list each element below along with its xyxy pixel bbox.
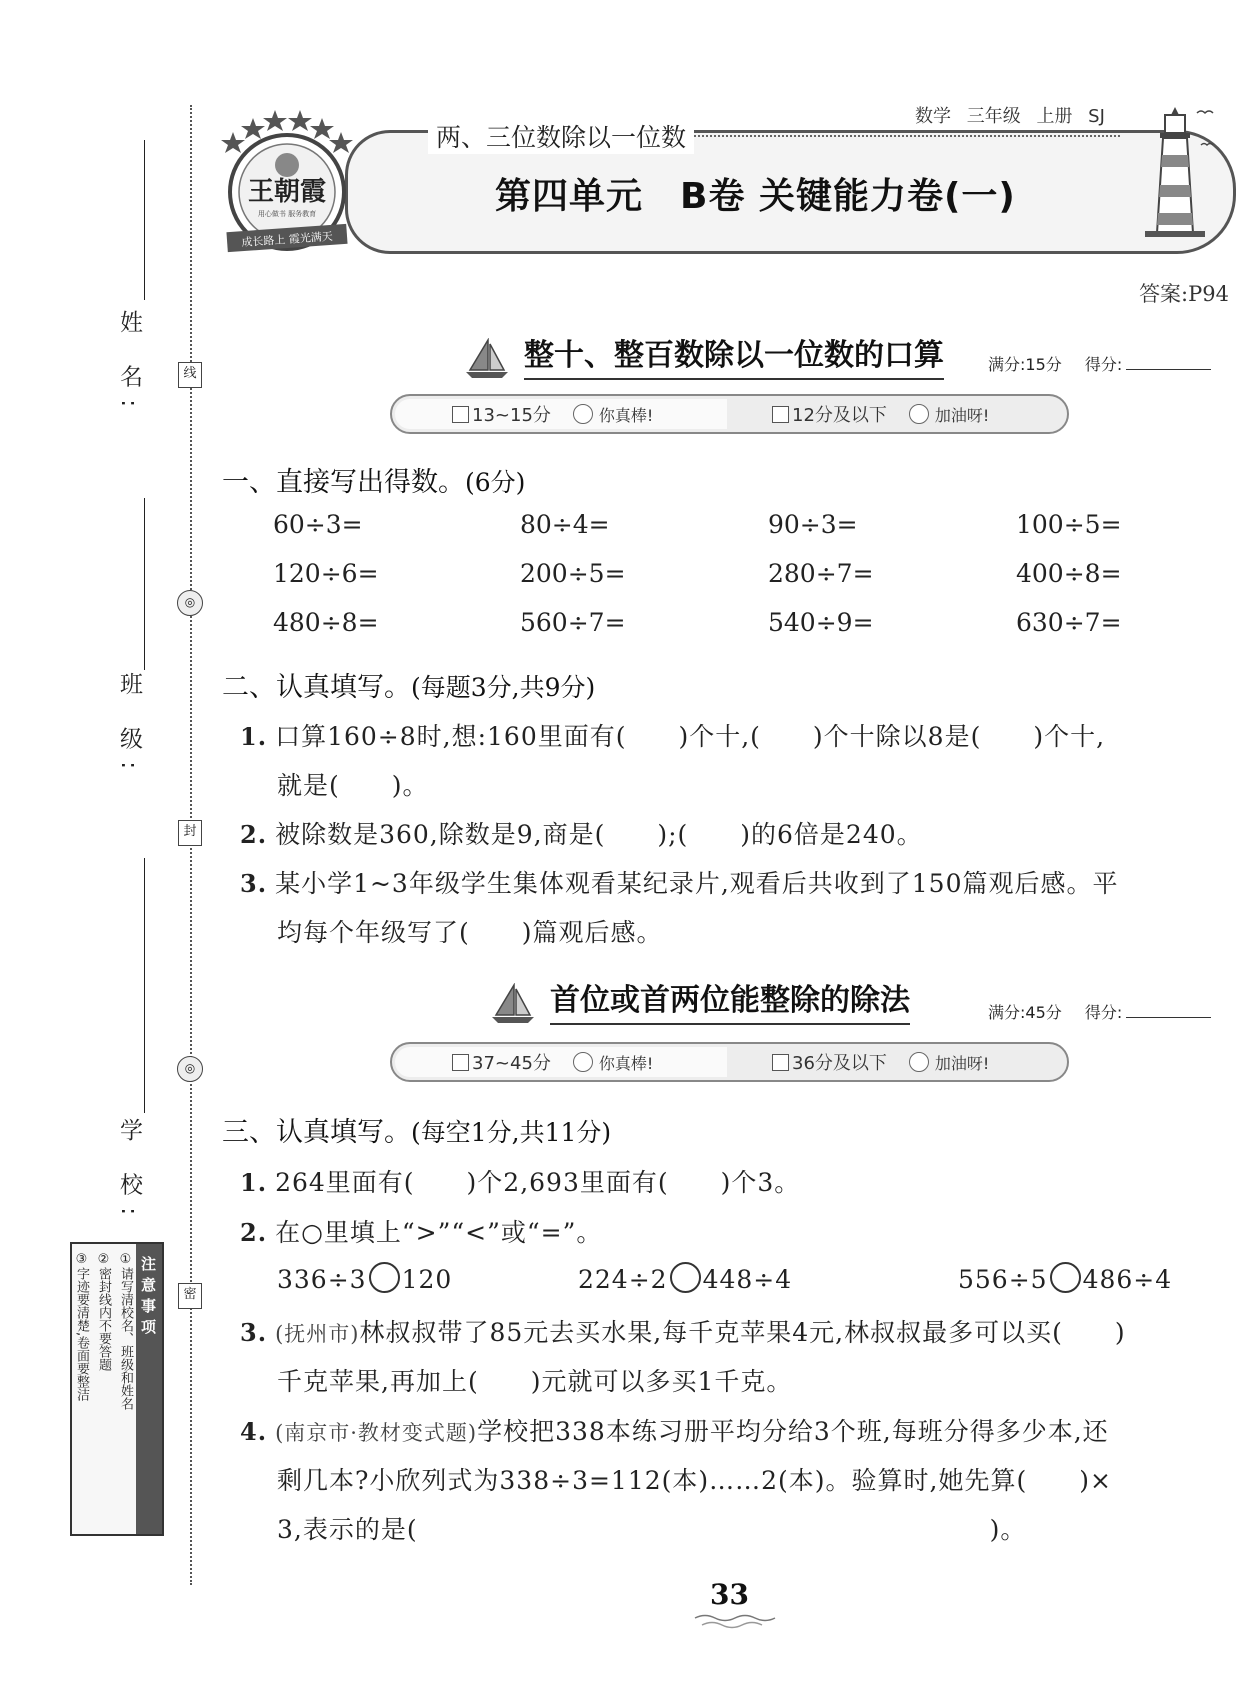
rating-checkbox[interactable] xyxy=(772,1054,789,1071)
compare-item: 224÷2 448÷4 xyxy=(578,1262,792,1294)
compare-circle[interactable] xyxy=(670,1262,701,1293)
q2-item3-cont: 均每个年级写了( )篇观后感。 xyxy=(277,918,663,947)
seal-logo-icon: ◎ xyxy=(177,1056,203,1082)
brand-logo xyxy=(215,110,360,260)
svg-text:王朝霞: 王朝霞 xyxy=(247,177,327,207)
section2-title: 首位或首两位能整除的除法 xyxy=(550,975,910,1025)
q1-heading: 一、直接写出得数。(6分) xyxy=(222,467,526,498)
notice-item: ③字迹要清楚,卷面要整洁 xyxy=(74,1252,89,1402)
q2-item2: 2. 被除数是360,除数是9,商是( );( )的6倍是240。 xyxy=(240,820,923,849)
school-field-line xyxy=(144,858,145,1113)
notice-title: 注意事项 xyxy=(136,1244,162,1534)
calc-item: 630÷7= xyxy=(1016,608,1122,637)
q3-heading: 三、认真填写。(每空1分,共11分) xyxy=(222,1117,612,1148)
seal-logo-icon: ◎ xyxy=(177,590,203,616)
svg-text:成长路上 霞光满天: 成长路上 霞光满天 xyxy=(241,229,334,250)
subject-tag: 两、三位数除以一位数 xyxy=(428,118,694,154)
q2-item1: 1. 口算160÷8时,想:160里面有( )个十,( )个十除以8是( )个十, xyxy=(240,722,1106,751)
rating-checkbox[interactable] xyxy=(452,1054,469,1071)
name-field-line xyxy=(144,140,145,300)
school-label: 学 校: xyxy=(116,1118,142,1228)
calc-item: 480÷8= xyxy=(273,608,379,637)
compare-item: 336÷3 120 xyxy=(277,1262,452,1294)
q3-item3: 3. (抚州市)林叔叔带了85元去买水果,每千克苹果4元,林叔叔最多可以买( ) xyxy=(240,1318,1126,1347)
section2-score xyxy=(988,1000,1211,1023)
name-label: 姓 名: xyxy=(116,310,142,420)
page-number: 33 xyxy=(710,1578,749,1611)
sailboat-icon xyxy=(488,983,538,1025)
section2-rating-bar xyxy=(390,1042,1069,1082)
calc-item: 560÷7= xyxy=(520,608,626,637)
seal-xian: 线 xyxy=(178,362,202,388)
compare-item: 556÷5 486÷4 xyxy=(958,1262,1172,1294)
score-label: 得分: xyxy=(1084,1003,1123,1022)
compare-circle[interactable] xyxy=(369,1262,400,1293)
wave-decoration-icon xyxy=(690,1612,790,1630)
calc-item: 80÷4= xyxy=(520,510,610,539)
calc-item: 200÷5= xyxy=(520,559,626,588)
smile-face-icon xyxy=(573,1052,593,1072)
section2-header xyxy=(488,975,910,1025)
score-blank[interactable] xyxy=(1126,369,1211,370)
calc-item: 90÷3= xyxy=(768,510,858,539)
sailboat-icon xyxy=(462,338,512,380)
calc-item: 100÷5= xyxy=(1016,510,1122,539)
rating-word: 你真棒! xyxy=(598,405,654,425)
rating-range: 36分及以下 xyxy=(792,1053,887,1074)
score-blank[interactable] xyxy=(1126,1017,1211,1018)
calc-item: 120÷6= xyxy=(273,559,379,588)
q3-item4-cont: 3,表示的是( )。 xyxy=(277,1515,1027,1544)
q3-item1: 1. 264里面有( )个2,693里面有( )个3。 xyxy=(240,1168,801,1197)
svg-text:用心做书 服务教育: 用心做书 服务教育 xyxy=(257,210,317,218)
cheer-face-icon xyxy=(909,1052,929,1072)
class-field-line xyxy=(144,498,145,670)
full-score: 满分:45分 xyxy=(988,1003,1062,1022)
grade-info: 数学 三年级 上册 SJ xyxy=(915,106,1105,127)
notice-box xyxy=(70,1242,164,1536)
class-label: 班 级: xyxy=(116,672,142,782)
section1-header xyxy=(462,330,944,380)
rating-word: 加油呀! xyxy=(934,405,990,425)
q3-item3-cont: 千克苹果,再加上( )元就可以多买1千克。 xyxy=(277,1367,793,1396)
page-title: 第四单元 B卷 关键能力卷(一) xyxy=(495,176,1016,217)
q3-item4-cont: 剩几本?小欣列式为338÷3=112(本)……2(本)。验算时,她先算( )× xyxy=(277,1466,1112,1495)
score-label: 得分: xyxy=(1084,355,1123,374)
notice-item: ①请写清校名、班级和姓名 xyxy=(118,1252,133,1410)
lighthouse-icon xyxy=(1135,105,1215,240)
full-score: 满分:15分 xyxy=(988,355,1062,374)
smile-face-icon xyxy=(573,404,593,424)
calc-item: 540÷9= xyxy=(768,608,874,637)
calc-item: 60÷3= xyxy=(273,510,363,539)
q2-heading: 二、认真填写。(每题3分,共9分) xyxy=(222,672,596,703)
compare-circle[interactable] xyxy=(1050,1262,1081,1293)
section1-rating-bar xyxy=(390,394,1069,434)
q2-item1-cont: 就是( )。 xyxy=(277,771,429,800)
calc-item: 400÷8= xyxy=(1016,559,1122,588)
rating-checkbox[interactable] xyxy=(452,406,469,423)
cheer-face-icon xyxy=(909,404,929,424)
answer-reference: 答案:P94 xyxy=(1139,282,1229,306)
section1-score xyxy=(988,352,1211,375)
rating-range: 37~45分 xyxy=(472,1053,551,1074)
rating-range: 13~15分 xyxy=(472,405,551,426)
notice-item: ②密封线内不要答题 xyxy=(96,1252,111,1371)
q2-item3: 3. 某小学1~3年级学生集体观看某纪录片,观看后共收到了150篇观后感。平 xyxy=(240,869,1119,898)
rating-word: 你真棒! xyxy=(598,1053,654,1073)
section1-title: 整十、整百数除以一位数的口算 xyxy=(524,330,944,380)
rating-word: 加油呀! xyxy=(934,1053,990,1073)
calc-item: 280÷7= xyxy=(768,559,874,588)
q3-item4: 4. (南京市·教材变式题)学校把338本练习册平均分给3个班,每班分得多少本,还 xyxy=(240,1417,1109,1446)
seal-feng: 封 xyxy=(178,820,202,846)
subject-tag-dotted xyxy=(690,135,1120,137)
rating-checkbox[interactable] xyxy=(772,406,789,423)
q3-item2: 2. 在○里填上“>”“<”或“=”。 xyxy=(240,1218,603,1247)
rating-range: 12分及以下 xyxy=(792,405,887,426)
seal-mi: 密 xyxy=(178,1283,202,1309)
